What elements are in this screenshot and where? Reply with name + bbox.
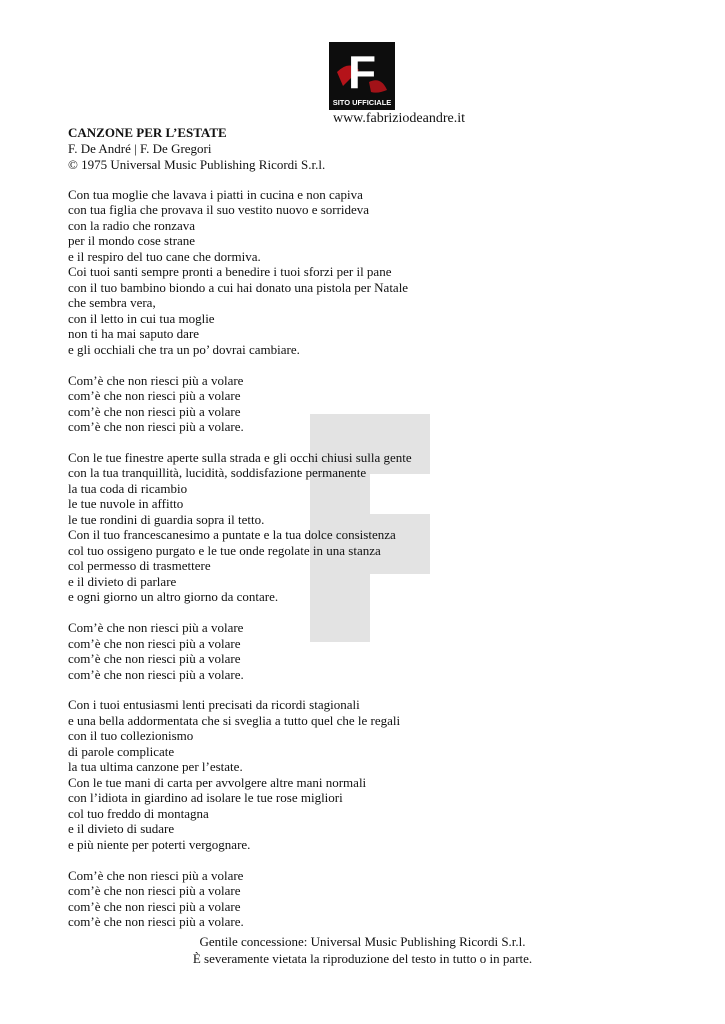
lyric-line: com’è che non riesci più a volare. bbox=[68, 419, 244, 435]
footer-license: Gentile concessione: Universal Music Publishing Ricordi S.r.l. bbox=[199, 934, 526, 949]
lyric-line: com’è che non riesci più a volare. bbox=[68, 914, 244, 930]
lyric-line: com’è che non riesci più a volare bbox=[68, 388, 241, 404]
lyric-line: Coi tuoi santi sempre pronti a benedire i tuoi sforzi per il pane bbox=[68, 264, 392, 280]
lyric-line: com’è che non riesci più a volare bbox=[68, 651, 241, 667]
song-header bbox=[68, 125, 325, 173]
lyric-line: Con le tue finestre aperte sulla strada e gli occhi chiusi sulla gente bbox=[68, 449, 412, 465]
lyric-line: con tua figlia che provava il suo vestito nuovo e sorrideva bbox=[68, 202, 370, 218]
lyric-line: com’è che non riesci più a volare bbox=[68, 403, 241, 419]
logo-letter: F bbox=[347, 46, 377, 98]
lyric-line: com’è che non riesci più a volare bbox=[68, 883, 241, 899]
lyric-line: Com’è che non riesci più a volare bbox=[68, 620, 244, 636]
lyric-line: Con i tuoi entusiasmi lenti precisati da ricordi stagionali bbox=[68, 697, 360, 713]
lyric-line: con il tuo collezionismo bbox=[68, 728, 194, 744]
lyrics-body bbox=[68, 187, 412, 930]
lyric-line: com’è che non riesci più a volare bbox=[68, 898, 241, 914]
lyric-line: e il divieto di sudare bbox=[68, 821, 175, 837]
lyric-line: di parole complicate bbox=[68, 743, 175, 759]
logo-caption: SITO UFFICIALE bbox=[332, 98, 392, 107]
lyric-line: e il divieto di parlare bbox=[68, 573, 177, 589]
lyric-line bbox=[68, 605, 412, 620]
lyric-line: per il mondo cose strane bbox=[68, 233, 196, 249]
lyric-line: le tue rondini di guardia sopra il tetto. bbox=[68, 511, 265, 527]
lyric-line: con la tua tranquillità, lucidità, soddisfazione permanente bbox=[68, 465, 367, 481]
song-title: CANZONE PER L’ESTATE bbox=[68, 125, 227, 140]
lyric-line: Com’è che non riesci più a volare bbox=[68, 867, 244, 883]
lyric-line: e più niente per poterti vergognare. bbox=[68, 836, 251, 852]
footer-copyright-notice: È severamente vietata la riproduzione del testo in tutto o in parte. bbox=[192, 951, 533, 966]
lyric-line bbox=[68, 852, 412, 867]
lyric-line: e una bella addormentata che si sveglia a tutto quel che le regali bbox=[68, 712, 401, 728]
lyric-line: Con il tuo francescanesimo a puntate e la tua dolce consistenza bbox=[68, 527, 396, 543]
lyric-line: con l’idiota in giardino ad isolare le tue rose migliori bbox=[68, 790, 343, 806]
lyric-line: com’è che non riesci più a volare. bbox=[68, 666, 244, 682]
lyric-line: Con tua moglie che lavava i piatti in cucina e non capiva bbox=[68, 187, 363, 202]
song-authors: F. De André | F. De Gregori bbox=[68, 141, 212, 156]
lyric-line: con il letto in cui tua moglie bbox=[68, 310, 215, 326]
footer bbox=[0, 933, 725, 967]
lyric-line: la tua coda di ricambio bbox=[68, 480, 188, 496]
lyric-line: com’è che non riesci più a volare bbox=[68, 635, 241, 651]
lyric-line: non ti ha mai saputo dare bbox=[68, 326, 200, 342]
lyric-line: Com’è che non riesci più a volare bbox=[68, 372, 244, 388]
lyric-line: le tue nuvole in affitto bbox=[68, 496, 184, 512]
sito-ufficiale-logo bbox=[329, 42, 395, 110]
lyric-line bbox=[68, 357, 412, 372]
lyric-line bbox=[68, 682, 412, 697]
lyric-line: con il tuo bambino biondo a cui hai donato una pistola per Natale bbox=[68, 279, 409, 295]
lyric-line: con la radio che ronzava bbox=[68, 217, 196, 233]
lyric-line bbox=[68, 435, 412, 450]
lyric-line: che sembra vera, bbox=[68, 295, 156, 311]
lyric-line: e ogni giorno un altro giorno da contare. bbox=[68, 589, 279, 605]
lyric-line: col tuo freddo di montagna bbox=[68, 805, 209, 821]
lyric-line: col tuo ossigeno purgato e le tue onde regolate in una stanza bbox=[68, 542, 381, 558]
lyric-line: Con le tue mani di carta per avvolgere altre mani normali bbox=[68, 774, 367, 790]
lyric-line: la tua ultima canzone per l’estate. bbox=[68, 759, 243, 775]
lyric-line: e il respiro del tuo cane che dormiva. bbox=[68, 248, 261, 264]
lyric-line: col permesso di trasmettere bbox=[68, 558, 211, 574]
site-url[interactable]: www.fabriziodeandre.it bbox=[332, 111, 465, 126]
song-copyright: © 1975 Universal Music Publishing Ricordi S.r.l. bbox=[68, 157, 326, 172]
lyric-line: e gli occhiali che tra un po’ dovrai cambiare. bbox=[68, 341, 300, 357]
